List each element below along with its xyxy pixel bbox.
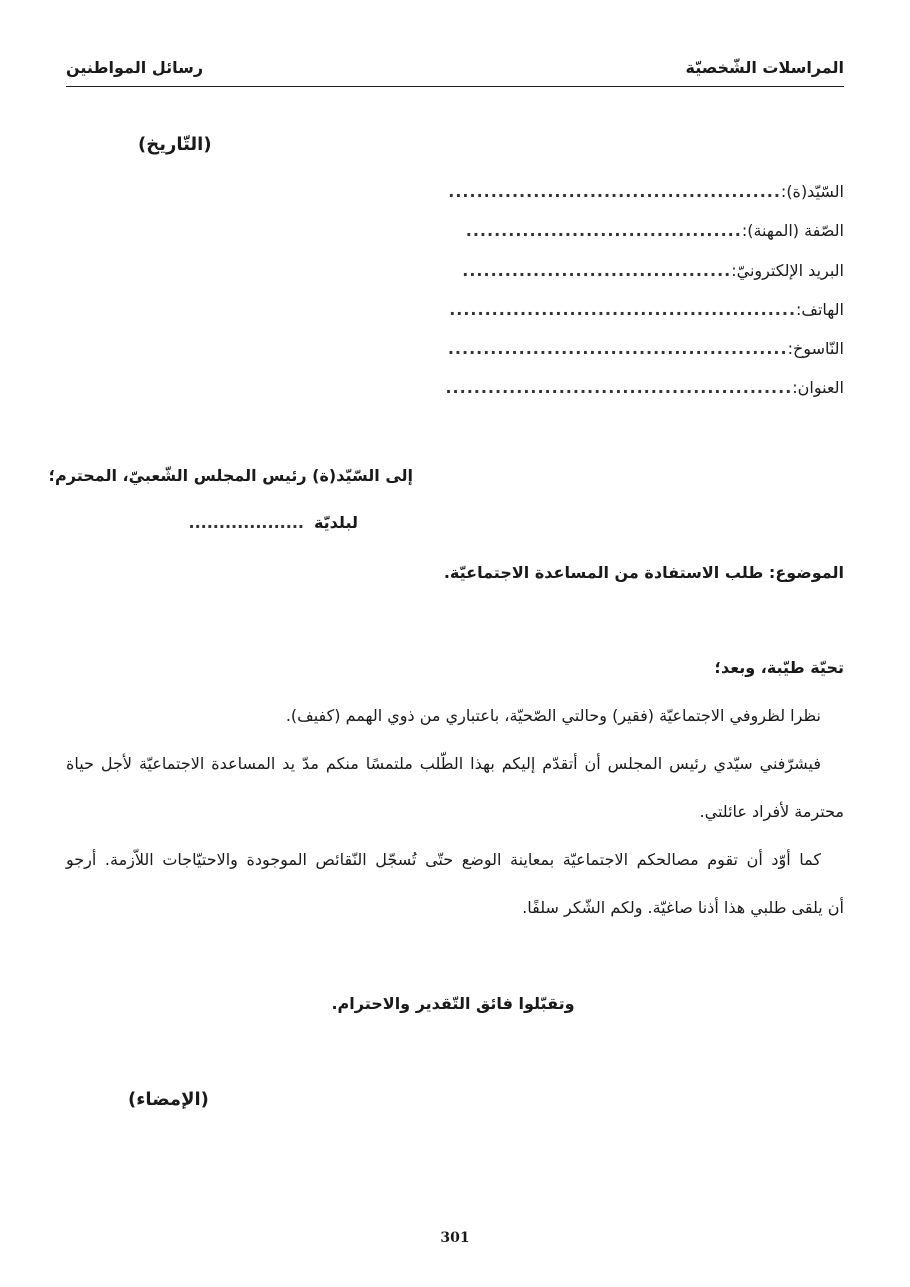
field-label: البريد الإلكترونيّ: <box>731 261 844 280</box>
fill-in-dots: ................................................ <box>447 339 788 358</box>
body-paragraph-1: نظرا لظروفي الاجتماعيّة (فقير) وحالتي الصّحيّة، باعتباري من ذوي الهمم (كفيف). <box>285 706 821 725</box>
fill-in-dots: ................................................. <box>445 378 793 397</box>
running-header-section: رسائل المواطنين <box>66 58 204 77</box>
field-label: العنوان: <box>792 378 844 397</box>
signature-placeholder: (الإمضاء) <box>128 1089 209 1110</box>
field-label: السّيّد(ة): <box>780 182 844 201</box>
field-label: الصّفة (المهنة): <box>741 221 844 240</box>
sender-address-field <box>445 378 844 397</box>
sender-profession-field <box>466 221 844 240</box>
body-paragraph-3-line-2: أن يلقى طلبي هذا أذنا صاغيّة. ولكم الشّكر سلفًا. <box>522 898 844 917</box>
field-label: النّاسوخ: <box>787 339 844 358</box>
header-divider <box>66 86 844 87</box>
sender-name-field <box>448 182 844 201</box>
body-paragraph-2-line-2: محترمة لأفراد عائلتي. <box>699 802 844 821</box>
page-number: 301 <box>440 1230 470 1246</box>
sender-fax-field <box>448 339 844 358</box>
closing-line: وتقبّلوا فائق التّقدير والاحترام. <box>331 994 575 1013</box>
fill-in-dots: ................................................. <box>449 300 797 319</box>
municipality-label: لبلديّة <box>313 513 358 532</box>
subject-line: الموضوع: طلب الاستفادة من المساعدة الاجتماعيّة. <box>443 563 844 582</box>
municipality-line <box>188 513 358 532</box>
fill-in-dots: ...................................... <box>462 261 732 280</box>
sender-email-field <box>462 261 844 280</box>
sender-phone-field <box>449 300 844 319</box>
greeting-line: تحيّة طيّبة، وبعد؛ <box>714 658 844 677</box>
recipient-line: إلى السّيّد(ة) رئيس المجلس الشّعبيّ، المحترم؛ <box>48 466 413 485</box>
body-paragraph-2-line-1: فيشرّفني سيّدي رئيس المجلس أن أتقدّم إليكم بهذا الطّلب ملتمسًا منكم مدّ يد المساعدة الاجتماعيّة لأجل حياة <box>66 754 821 773</box>
date-placeholder: (التّاريخ) <box>138 134 212 155</box>
fill-in-dots: ............................................... <box>448 182 781 201</box>
fill-in-dots: ....................................... <box>465 221 742 240</box>
body-paragraph-3-line-1: كما أوّد أن تقوم مصالحكم الاجتماعيّة بمعاينة الوضع حتّى تُسجّل النّقائص الموجودة والاحتيّاجات اللاّزمة. أرجو <box>66 850 821 869</box>
field-label: الهاتف: <box>796 300 844 319</box>
running-header-title: المراسلات الشّخصيّة <box>685 58 844 77</box>
fill-in-dots: ................... <box>188 513 304 532</box>
